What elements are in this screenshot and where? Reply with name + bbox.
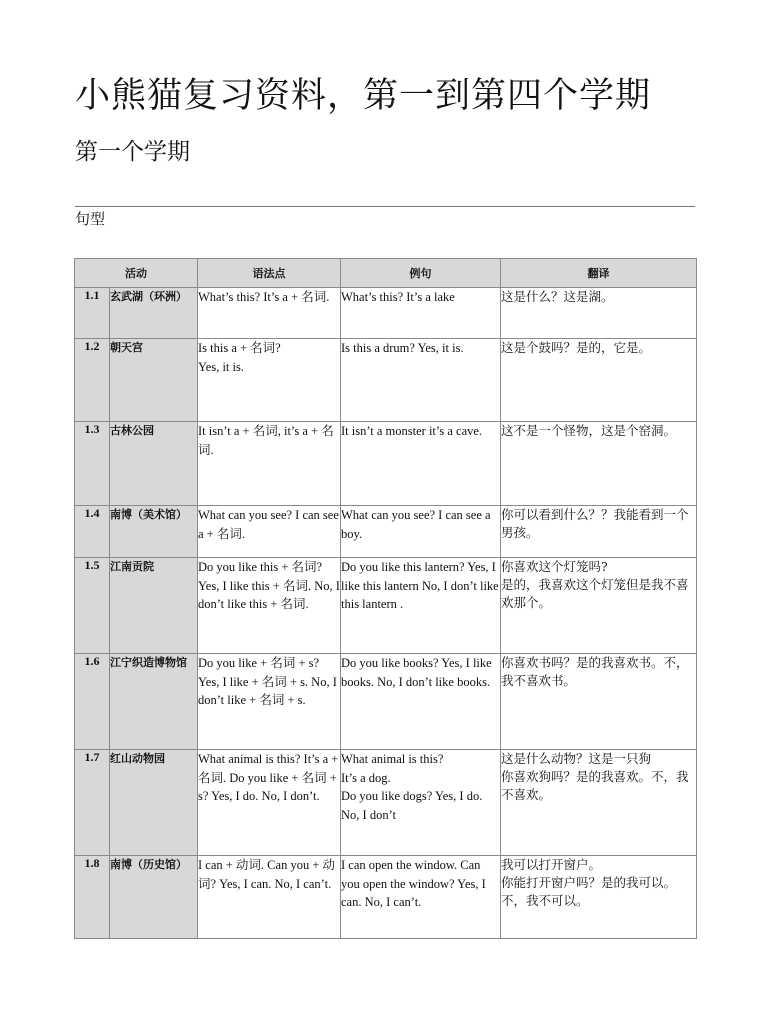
- row-example: [341, 339, 501, 422]
- row-example: [341, 856, 501, 939]
- row-translation: [501, 654, 697, 750]
- header-example: 例句: [341, 259, 501, 288]
- translation-text: 你喜欢书吗？是的我喜欢书。不，我不喜欢书。: [501, 655, 689, 688]
- table-row: [75, 654, 697, 750]
- header-row: [75, 259, 697, 288]
- row-number: 1.8: [75, 856, 110, 939]
- table-row: [75, 288, 697, 339]
- row-activity: 玄武湖（环洲）: [110, 288, 198, 339]
- row-grammar: [198, 339, 341, 422]
- translation-text: 这不是一个怪物，这是个窑洞。: [501, 423, 677, 438]
- row-grammar: [198, 750, 341, 856]
- row-translation: [501, 288, 697, 339]
- grammar-text: I can + 动词. Can you + 动词? Yes, I can. No, I can’t.: [198, 858, 335, 891]
- grammar-text: What can you see? I can see a + 名词.: [198, 508, 339, 541]
- semester-heading: 第一个学期: [75, 139, 190, 165]
- header-grammar: 语法点: [198, 259, 341, 288]
- translation-text: 你可以看到什么？？我能看到一个男孩。: [501, 507, 689, 540]
- section-divider: [75, 206, 695, 207]
- row-grammar: [198, 558, 341, 654]
- example-text: What animal is this? It’s a dog. Do you like dogs? Yes, I do. No, I don’t: [341, 752, 483, 822]
- row-number: 1.5: [75, 558, 110, 654]
- row-grammar: [198, 856, 341, 939]
- translation-text: 这是什么动物？这是一只狗 你喜欢狗吗？是的我喜欢。不，我不喜欢。: [501, 751, 689, 802]
- row-number: 1.2: [75, 339, 110, 422]
- example-text: Is this a drum? Yes, it is.: [341, 341, 464, 355]
- row-translation: [501, 750, 697, 856]
- translation-text: 这是个鼓吗？是的，它是。: [501, 340, 652, 355]
- translation-text: 这是什么？这是湖。: [501, 289, 614, 304]
- example-text: What can you see? I can see a boy.: [341, 508, 491, 541]
- section-label: 句型: [75, 210, 106, 228]
- table-row: [75, 339, 697, 422]
- example-text: I can open the window. Can you open the window? Yes, I can. No, I can’t.: [341, 858, 486, 909]
- row-example: [341, 422, 501, 506]
- table-row: [75, 750, 697, 856]
- grammar-text: Do you like + 名词 + s? Yes, I like + 名词 + s. No, I don’t like + 名词 + s.: [198, 656, 337, 707]
- row-activity: 古林公园: [110, 422, 198, 506]
- example-text: Do you like books? Yes, I like books. No, I don’t like books.: [341, 656, 492, 689]
- row-number: 1.4: [75, 506, 110, 558]
- grammar-text: Do you like this + 名词? Yes, I like this + 名词. No, I don’t like this + 名词.: [198, 560, 340, 611]
- row-example: [341, 506, 501, 558]
- translation-text: 你喜欢这个灯笼吗? 是的，我喜欢这个灯笼但是我不喜欢那个。: [501, 559, 689, 610]
- grammar-text: What’s this? It’s a + 名词.: [198, 290, 330, 304]
- grammar-text: It isn’t a + 名词, it’s a + 名词.: [198, 424, 334, 457]
- table-row: [75, 422, 697, 506]
- example-text: Do you like this lantern? Yes, I like this lantern No, I don’t like this lantern .: [341, 560, 499, 611]
- row-translation: [501, 422, 697, 506]
- example-text: It isn’t a monster it’s a cave.: [341, 424, 483, 438]
- grammar-text: Is this a + 名词? Yes, it is.: [198, 341, 281, 374]
- row-translation: [501, 339, 697, 422]
- row-activity: 江宁织造博物馆: [110, 654, 198, 750]
- row-translation: [501, 506, 697, 558]
- row-example: [341, 288, 501, 339]
- row-example: [341, 654, 501, 750]
- table-row: [75, 856, 697, 939]
- row-activity: 朝天宫: [110, 339, 198, 422]
- row-number: 1.6: [75, 654, 110, 750]
- row-activity: 南博（历史馆）: [110, 856, 198, 939]
- row-activity: 南博（美术馆）: [110, 506, 198, 558]
- header-activity: 活动: [75, 259, 198, 288]
- row-activity: 红山动物园: [110, 750, 198, 856]
- table-body: [75, 288, 697, 939]
- row-translation: [501, 558, 697, 654]
- table-row: [75, 506, 697, 558]
- row-example: [341, 558, 501, 654]
- row-translation: [501, 856, 697, 939]
- table-row: [75, 558, 697, 654]
- row-grammar: [198, 422, 341, 506]
- example-text: What’s this? It’s a lake: [341, 290, 455, 304]
- row-example: [341, 750, 501, 856]
- translation-text: 我可以打开窗户。 你能打开窗户吗？是的我可以。不，我不可以。: [501, 857, 677, 908]
- row-grammar: [198, 654, 341, 750]
- row-activity: 江南贡院: [110, 558, 198, 654]
- row-number: 1.3: [75, 422, 110, 506]
- document-title: 小熊猫复习资料，第一到第四个学期: [75, 76, 652, 116]
- header-translation: 翻译: [501, 259, 697, 288]
- table-header: [75, 259, 697, 288]
- grammar-text: What animal is this? It’s a + 名词. Do you like + 名词 + s? Yes, I do. No, I don’t.: [198, 752, 339, 803]
- row-number: 1.1: [75, 288, 110, 339]
- row-grammar: [198, 288, 341, 339]
- row-grammar: [198, 506, 341, 558]
- row-number: 1.7: [75, 750, 110, 856]
- sentence-pattern-table: [74, 258, 697, 939]
